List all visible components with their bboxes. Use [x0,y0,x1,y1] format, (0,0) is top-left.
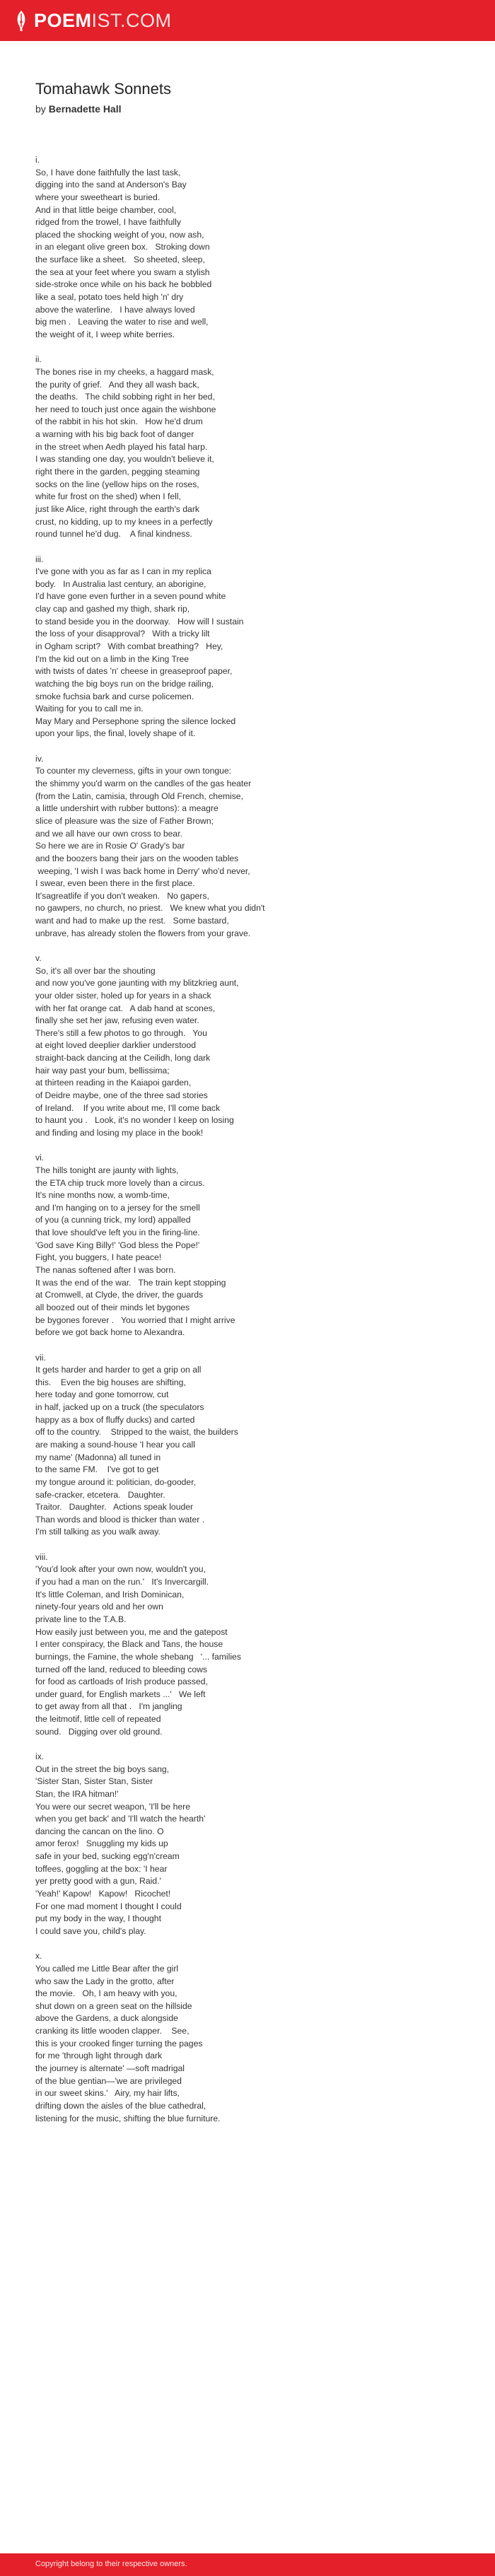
poem-line: in our sweet skins.' Airy, my hair lifts, [35,2088,180,2099]
poem-line: where your sweetheart is buried. [35,192,161,202]
poem-line: yer pretty good with a gun, Raid.' [35,1876,161,1887]
poem-line: The hills tonight are jaunty with lights, [35,1165,179,1175]
poem-line: in the street when Aedh played his fatal harp. [35,441,208,452]
poem-line: that love should've left you in the firing-line. [35,1228,200,1238]
poem-line: the loss of your disapproval? With a tricky lilt [35,629,210,639]
poem-line: It'sagreatlife if you don't weaken. No gapers, [35,890,209,901]
poem-line: big men . Leaving the water to rise and well, [35,317,209,327]
poem-line: for food as cartloads of Irish produce passed, [35,1677,208,1687]
poem-line: the movie. Oh, I am heavy with you, [35,1988,177,1999]
poem-line: Than words and blood is thicker than water . [35,1514,205,1525]
stanza-break [35,1938,474,1951]
poem-line: in an elegant olive green box. Stroking down [35,242,210,252]
poem-line: and the boozers bang their jars on the wooden tables [35,853,239,863]
poem-line: happy as a box of fluffy ducks) and carted [35,1414,195,1425]
stanza-break [35,342,474,354]
poem-title: Tomahawk Sonnets [35,80,171,98]
poem-line: here today and gone tomorrow, cut [35,1389,169,1400]
poem-line: May Mary and Persephone spring the silence locked [35,716,236,726]
stanza-break [35,1339,474,1352]
poem-line: above the Gardens, a duck alongside [35,2013,178,2024]
poem-line: the purity of grief. And they all wash back, [35,379,199,390]
poem-line: The bones rise in my cheeks, a haggard mask, [35,366,214,377]
poem-line: of the rabbit in his hot skin. How he'd drum [35,416,203,427]
poem-line: of Deidre maybe, one of the three sad stories [35,1090,208,1101]
site-header [0,0,495,41]
poem-line: above the waterline. I have always loved [35,304,195,315]
poem-line: round tunnel he'd dug. A final kindness. [35,529,192,540]
poem-line: my tongue around it: politician, do-gooder, [35,1476,196,1487]
poem-line: smoke fuchsia bark and curse policemen. [35,691,194,701]
poem-line: to haunt you . Look, it's no wonder I keep on losing [35,1115,234,1126]
poem-line: the leitmotif, little cell of repeated [35,1714,161,1725]
poem-line: a warning with his big back foot of danger [35,429,194,440]
poem-line: hair way past your bum, bellissima; [35,1065,170,1076]
poem-line: crust, no kidding, up to my knees in a perfectly [35,516,213,527]
poem-line: just like Alice, right through the earth's dark [35,503,199,514]
poem-line: sound. Digging over old ground. [35,1726,163,1737]
quill-pen-icon [13,10,29,31]
poem-line: It's nine months now, a womb-time, [35,1190,170,1201]
site-footer [0,2553,495,2576]
poem-line: and we all have our own cross to bear. [35,828,182,839]
poem-line: at thirteen reading in the Kaiapoi garden, [35,1078,192,1088]
poem-line: toffees, goggling at the box: 'I hear [35,1863,168,1874]
poem-line: with her fat orange cat. A dab hand at scones, [35,1003,216,1013]
poem-line: body. In Australia last century, an aborigine, [35,578,206,589]
poem-line: clay cap and gashed my thigh, shark rip, [35,604,190,614]
poem-line: I'm still talking as you walk away. [35,1527,161,1537]
poem-line: no gawpers, no church, no priest. We knew what you didn't [35,903,265,914]
poem-line: You called me Little Bear after the girl [35,1963,179,1974]
poem-line: right there in the garden, pegging steaming [35,467,200,477]
site-logo[interactable] [13,8,172,33]
poem-line: and finding and losing my place in the book! [35,1127,204,1138]
poem-line: to get away from all that . I'm jangling [35,1701,182,1712]
poem-line: finally she set her jaw, refusing even water. [35,1015,199,1026]
stanza-break [35,940,474,952]
poem-line: How easily just between you, me and the gatepost [35,1626,228,1637]
poem-line: and now you've gone jaunting with my blitzkrieg aunt, [35,978,239,989]
poem-line: ix. [35,1752,45,1761]
poem-line: v. [35,953,42,963]
poem-line: the deaths. The child sobbing right in her bed, [35,392,215,402]
poem-line: at eight loved deeplier darklier understood [35,1040,196,1051]
poem-line: I was standing one day, you wouldn't believe it, [35,454,214,465]
poem-line: the journey is alternate' —soft madrigal [35,2063,185,2074]
poem-line: like a seal, potato toes held high 'n' dry [35,292,184,303]
poem-line: (from the Latin, camisia, through Old French, chemise, [35,791,243,801]
wordmark-light: IST.COM [91,10,172,31]
poem-line: for me 'through light through dark [35,2051,163,2061]
poem-line: Waiting for you to call me in. [35,704,144,714]
poem-line: I enter conspiracy, the Black and Tans, the house [35,1639,223,1650]
poem-line: I could save you, child's play. [35,1925,146,1936]
poem-line: safe in your bed, sucking egg'n'cream [35,1851,180,1862]
poem-line: The nanas softened after I was born. [35,1265,176,1276]
stanza-break [35,1738,474,1751]
poem-line: I swear, even been there in the first place. [35,878,195,889]
poem-line: want and had to make up the rest. Some bastard, [35,916,229,926]
stanza-break [35,1140,474,1153]
poem-line: It gets harder and harder to get a grip on all [35,1365,202,1375]
poem-line: 'You'd look after your own now, wouldn't you, [35,1564,206,1575]
poem-line: iv. [35,753,44,764]
poem-line: I'd have gone even further in a seven pound white [35,591,226,602]
poem-line: the sea at your feet where you swam a stylish [35,267,210,277]
poem-line: to the same FM. I've got to get [35,1464,159,1475]
poem-line: vii. [35,1352,46,1363]
poem-line: all boozed out of their minds let bygones [35,1302,190,1312]
poem-line: if you had a man on the run.' It's Invercargill. [35,1577,209,1587]
poem-line: Traitor. Daughter. Actions speak louder [35,1502,194,1513]
site-wordmark [34,8,172,33]
poem-line: at Cromwell, at Clyde, the driver, the guards [35,1290,204,1300]
poem-line: i. [35,155,40,165]
poem-line: So here we are in Rosie O' Grady's bar [35,841,185,851]
poem-line: ridged from the trowel, I have faithfully [35,217,181,228]
poem-line: side-stroke once while on his back he bobbled [35,279,212,290]
poem-line: the ETA chip truck more lovely than a circus. [35,1177,205,1188]
poem-line: the shimmy you'd warm on the candles of the gas heater [35,779,252,789]
poem-line: Stan, the IRA hitman!' [35,1788,119,1799]
poem-line: amor ferox! Snuggling my kids up [35,1838,168,1849]
poem-line: I'm the kid out on a limb in the King Tree [35,653,190,664]
poem-line: I've gone with you as far as I can in my replica [35,566,211,577]
poem-line: turned off the land, reduced to bleeding cows [35,1664,208,1674]
poem-line: under guard, for English markets ...' We left [35,1689,206,1699]
poem-line: cranking its little wooden clapper. See, [35,2026,190,2036]
poem-line: It's little Coleman, and Irish Dominican, [35,1589,185,1599]
poem-line: before we got back home to Alexandra. [35,1327,185,1338]
poem-line: of Ireland. If you write about me, I'll come back [35,1102,221,1113]
poem-line: be bygones forever . You worried that I might arrive [35,1315,235,1325]
poem-line: ninety-four years old and her own [35,1602,163,1612]
poem-line: watching the big boys run on the bridge railing, [35,678,214,689]
poem-line: viii. [35,1551,48,1562]
poem-line: in half, jacked up on a truck (the speculators [35,1402,204,1413]
poem-line: safe-cracker, etcetera. Daughter. [35,1489,165,1500]
poem-line: to stand beside you in the doorway. How will I sustain [35,616,244,626]
poem-line: placed the shocking weight of you, now ash, [35,229,204,240]
poem-line: digging into the sand at Anderson's Bay [35,180,187,190]
poem-line: the weight of it, I weep white berries. [35,329,175,339]
poem-line: And in that little beige chamber, cool, [35,204,177,215]
poem-line: You were our secret weapon, 'I'll be here [35,1801,190,1812]
poem-line: a little undershirt with rubber buttons): a meagre [35,803,219,814]
poem-line: 'Sister Stan, Sister Stan, Sister [35,1776,153,1787]
poem-line: dancing the cancan on the lino. O [35,1826,164,1836]
poem-line: in Ogham script? With combat breathing? Hey, [35,641,223,651]
stanza-break [35,541,474,554]
poem-line: slice of pleasure was the size of Father Brown; [35,815,214,826]
by-label: by [35,103,46,115]
poem-line: and I'm hanging on to a jersey for the smell [35,1202,200,1213]
poem-line: of the blue gentian—'we are privileged [35,2075,182,2086]
poem-body [35,154,474,2125]
poem-line: So, it's all over bar the shouting [35,965,156,976]
poem-line: shut down on a green seat on the hillside [35,2000,192,2011]
poem-line: straight-back dancing at the Ceilidh, long dark [35,1053,211,1063]
poem-line: For one mad moment I thought I could [35,1901,182,1911]
poem-line: upon your lips, the final, lovely shape of it. [35,728,196,739]
poem-line: There's still a few photos to go through. You [35,1027,207,1038]
poem-line: when you get back' and 'I'll watch the hearth' [35,1814,206,1824]
poem-line: white fur frost on the shed) when I fell, [35,491,181,502]
stanza-break [35,740,474,753]
poem-line: who saw the Lady in the grotto, after [35,1976,175,1986]
poem-line: unbrave, has already stolen the flowers from your grave. [35,928,251,938]
poem-line: Out in the street the big boys sang, [35,1764,170,1774]
poem-line: It was the end of the war. The train kept stopping [35,1277,226,1288]
poem-line: this is your crooked finger turning the pages [35,2038,203,2048]
poem-line: off to the country. Stripped to the waist, the builders [35,1427,238,1438]
poem-line: 'God save King Billy!' 'God bless the Pope!' [35,1240,200,1250]
poem-line: the surface like a sheet. So sheeted, sleep, [35,255,205,265]
stanza-break [35,1539,474,1551]
poem-line: with twists of dates 'n' cheese in greaseproof paper, [35,666,233,677]
poem-byline [35,103,122,115]
author-link[interactable]: Bernadette Hall [48,103,122,115]
poem-line: private line to the T.A.B. [35,1614,127,1624]
poem-line: burnings, the Famine, the whole shebang '... families [35,1651,241,1662]
poem-line: are making a sound-house 'I hear you call [35,1439,195,1450]
poem-line: ii. [35,354,42,365]
poem-line: drifting down the aisles of the blue cathedral, [35,2100,206,2111]
poem-line: listening for the music, shifting the blue furniture. [35,2113,221,2123]
poem-line: Fight, you buggers, I hate peace! [35,1252,162,1263]
poem-line: of you (a cunning trick, my lord) appalled [35,1215,191,1225]
poem-line: this. Even the big houses are shifting, [35,1377,186,1387]
poem-line: socks on the line (yellow hips on the roses, [35,479,199,489]
poem-line: your older sister, holed up for years in a shack [35,990,211,1001]
poem-line: 'Yeah!' Kapow! Kapow! Ricochet! [35,1889,171,1899]
wordmark-bold: POEM [34,10,92,31]
poem-line: put my body in the way, I thought [35,1913,161,1924]
poem-line: her need to touch just once again the wishbone [35,404,216,414]
poem-line: my name' (Madonna) all tuned in [35,1452,161,1462]
poem-line: To counter my cleverness, gifts in your own tongue: [35,766,232,776]
poem-line: iii. [35,554,44,564]
copyright-notice: Copyright belong to their respective owners. [35,2560,187,2568]
poem-line: weeping, 'I wish I was back home in Derry' who'd never, [35,866,250,876]
poem-line: vi. [35,1153,45,1163]
poem-line: So, I have done faithfully the last task, [35,167,181,177]
poem-line: x. [35,1951,42,1962]
